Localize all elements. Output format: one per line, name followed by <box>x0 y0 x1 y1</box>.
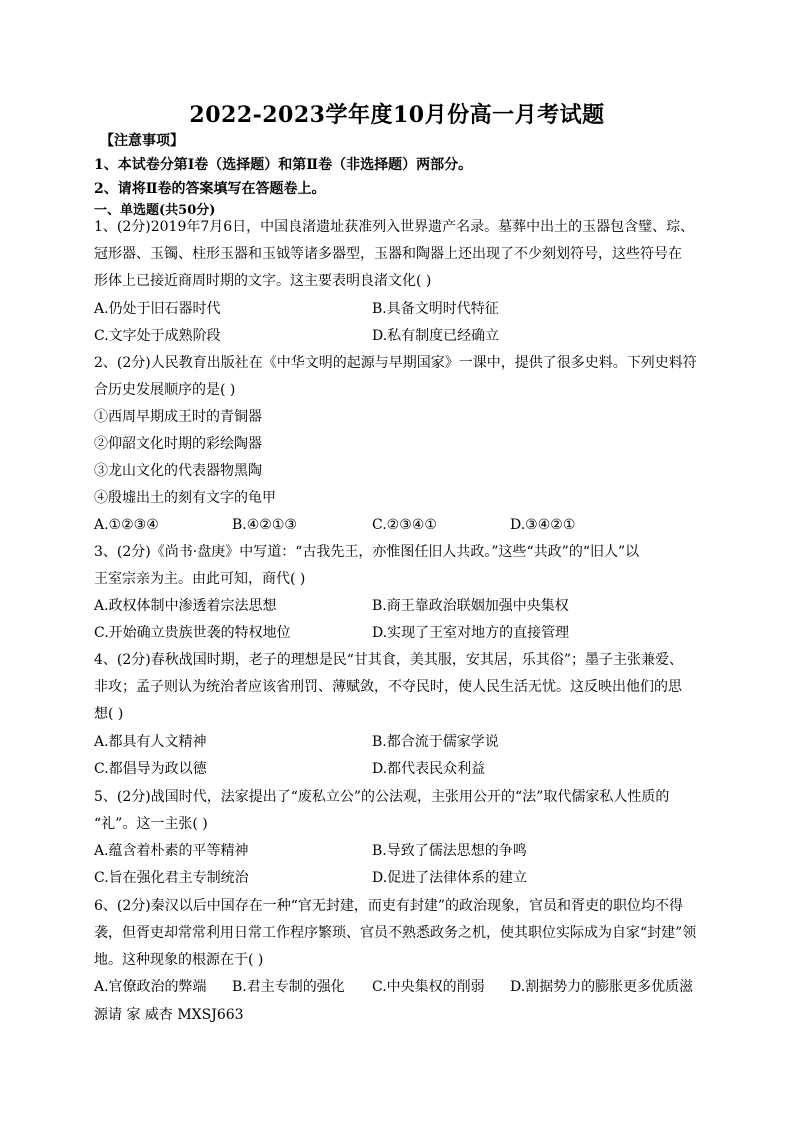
question-3-option-d: D.实现了王室对地方的直接管理 <box>372 625 570 641</box>
question-4-option-a: A.都具有人文精神 <box>94 734 207 750</box>
question-2-option-d: D.③④②① <box>510 517 576 533</box>
question-4-line: 想( ) <box>94 706 124 722</box>
question-2-line: 2、(2分)人民教育出版社在《中华文明的起源与早期国家》一课中，提供了很多史料。下列史料符 <box>94 355 697 371</box>
question-1-option-a: A.仍处于旧石器时代 <box>94 301 221 317</box>
question-6-option-c: C.中央集权的削弱 <box>372 979 485 995</box>
page-footer: 源请 家 威杏 MXSJ663 <box>94 1007 244 1023</box>
question-2-source: ①西周早期成王时的青铜器 <box>94 409 262 425</box>
question-6-line: 袭，但胥吏却常常利用日常工作程序繁琐、官员不熟悉政务之机，使其职位实际成为自家“封建”领 <box>94 925 697 941</box>
notice-item: 1、本试卷分第Ⅰ卷（选择题）和第Ⅱ卷（非选择题）两部分。 <box>94 157 473 173</box>
question-2-source: ③龙山文化的代表器物黑陶 <box>94 463 262 479</box>
question-6-line: 6、(2分)秦汉以后中国存在一种“官无封建，而吏有封建”的政治现象，官员和胥吏的职位均不得 <box>94 898 684 914</box>
notice-item: 2、请将Ⅱ卷的答案填写在答题卷上。 <box>94 181 326 197</box>
question-6-option-b: B.君主专制的强化 <box>232 979 345 995</box>
question-5-option-b: B.导致了儒法思想的争鸣 <box>372 843 527 859</box>
question-4-line: 4、(2分)春秋战国时期，老子的理想是民“甘其食，美其服，安其居，乐其俗”；墨子主张兼爱、 <box>94 652 684 668</box>
question-2-option-b: B.④②①③ <box>232 517 297 533</box>
question-6-line: 地。这种现象的根源在于( ) <box>94 952 264 968</box>
question-4-line: 非攻；孟子则认为统治者应该省刑罚、薄赋敛，不夺民时，使人民生活无忧。这反映出他们的思 <box>94 679 682 695</box>
question-5-option-d: D.促进了法律体系的建立 <box>372 870 528 886</box>
question-1-line: 1、(2分)2019年7月6日，中国良渚遗址获准列入世界遗产名录。墓葬中出土的玉器包含璧、琮、 <box>94 219 695 235</box>
question-5-option-a: A.蕴含着朴素的平等精神 <box>94 843 249 859</box>
question-2-source: ④殷墟出土的刻有文字的龟甲 <box>94 490 276 506</box>
question-4-option-c: C.都倡导为政以德 <box>94 761 207 777</box>
question-6-option-a: A.官僚政治的弊端 <box>94 979 207 995</box>
section-heading: 一、单选题(共50分) <box>94 203 216 218</box>
question-3-option-c: C.开始确立贵族世袭的特权地位 <box>94 625 291 641</box>
question-1-option-d: D.私有制度已经确立 <box>372 328 500 344</box>
question-4-option-d: D.都代表民众利益 <box>372 761 486 777</box>
question-3-option-b: B.商王靠政治联姻加强中央集权 <box>372 598 569 614</box>
exam-title: 2022-2023学年度10月份高一月考试题 <box>189 102 605 128</box>
question-1-line: 冠形器、玉镯、柱形玉器和玉钺等诸多器型，玉器和陶器上还出现了不少刻划符号，这些符号在 <box>94 246 682 262</box>
question-3-line: 王室宗亲为主。由此可知，商代( ) <box>94 571 306 587</box>
question-1-option-b: B.具备文明时代特征 <box>372 301 499 317</box>
notice-heading: 【注意事项】 <box>100 133 184 149</box>
question-2-source: ②仰韶文化时期的彩绘陶器 <box>94 436 262 452</box>
question-3-line: 3、(2分)《尚书·盘庚》中写道：“古我先王，亦惟图任旧人共政。”这些“共政”的“旧人”以 <box>94 544 640 560</box>
question-3-option-a: A.政权体制中渗透着宗法思想 <box>94 598 277 614</box>
question-4-option-b: B.都合流于儒家学说 <box>372 734 499 750</box>
question-5-option-c: C.旨在强化君主专制统治 <box>94 870 249 886</box>
question-5-line: 5、(2分)战国时代，法家提出了“废私立公”的公法观，主张用公开的“法”取代儒家私人性质的 <box>94 789 670 805</box>
question-2-option-c: C.②③④① <box>372 517 437 533</box>
question-2-line: 合历史发展顺序的是( ) <box>94 382 236 398</box>
question-1-line: 形体上已接近商周时期的文字。这主要表明良渚文化( ) <box>94 273 432 289</box>
question-6-option-d: D.割据势力的膨胀更多优质滋 <box>510 979 694 995</box>
question-2-option-a: A.①②③④ <box>94 517 159 533</box>
question-1-option-c: C.文字处于成熟阶段 <box>94 328 221 344</box>
question-5-line: “礼”。这一主张( ) <box>94 816 208 832</box>
